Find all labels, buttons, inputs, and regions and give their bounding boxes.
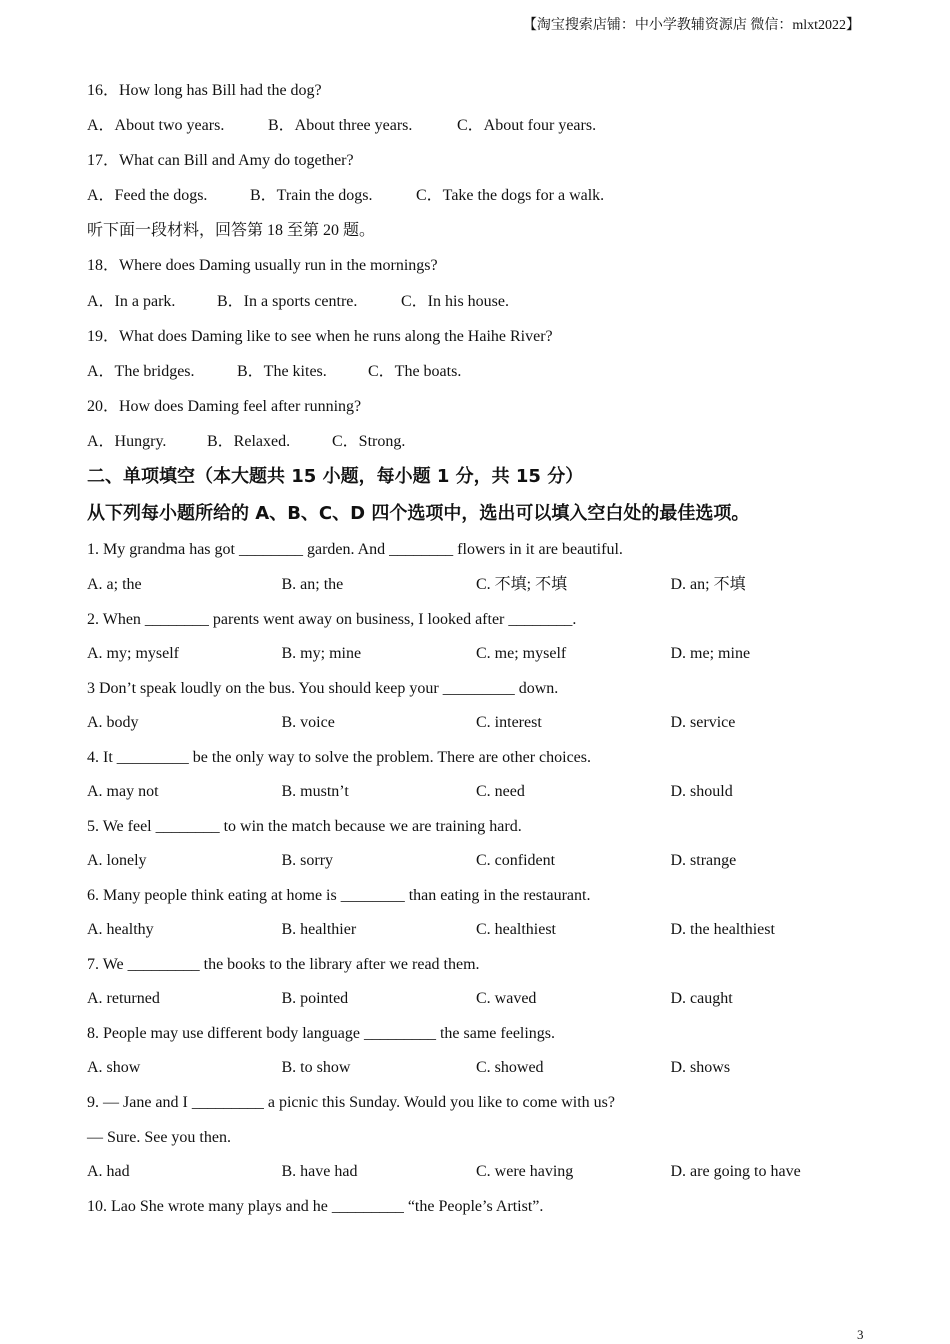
question-19-options — [87, 362, 461, 382]
option-a: A．In a park. — [87, 293, 176, 310]
option-c: C. me; myself — [476, 645, 567, 662]
option-c: C. interest — [476, 714, 542, 731]
option-d: D. service — [670, 714, 736, 731]
option-a: A. healthy — [87, 921, 154, 938]
question-17: 17．What can Bill and Amy do together? — [87, 152, 354, 169]
option-a: A. had — [87, 1163, 130, 1180]
listening-instruction: 听下面一段材料，回答第 18 至第 20 题。 — [87, 222, 376, 239]
option-b: B．Relaxed. — [207, 433, 291, 450]
question-16: 16．How long has Bill had the dog? — [87, 82, 322, 99]
mc-question-9: 9. — Jane and I _________ a picnic this Sunday. Would you like to come with us? — [87, 1094, 615, 1111]
section-title: 二、单项填空（本大题共 15 小题，每小题 1 分，共 15 分） — [87, 466, 584, 487]
mc-question-7: 7. We _________ the books to the library after we read them. — [87, 956, 480, 973]
option-b: B. voice — [281, 714, 335, 731]
option-b: B. to show — [281, 1059, 351, 1076]
option-d: D. me; mine — [670, 645, 751, 662]
option-c: C. healthiest — [476, 921, 556, 938]
option-c: C. showed — [476, 1059, 544, 1076]
mc-question-3: 3 Don’t speak loudly on the bus. You should keep your _________ down. — [87, 680, 559, 697]
mc-options-9 — [87, 1162, 865, 1182]
mc-reply-9: — Sure. See you then. — [87, 1129, 231, 1146]
option-a: A. may not — [87, 783, 159, 800]
option-a: A. body — [87, 714, 139, 731]
option-c: C. need — [476, 783, 525, 800]
option-b: B．About three years. — [268, 117, 413, 134]
question-20: 20．How does Daming feel after running? — [87, 398, 362, 415]
option-a: A．Feed the dogs. — [87, 187, 208, 204]
mc-question-6: 6. Many people think eating at home is ________ than eating in the restaurant. — [87, 887, 591, 904]
option-a: A. a; the — [87, 576, 142, 593]
mc-question-2: 2. When ________ parents went away on business, I looked after ________. — [87, 611, 577, 628]
mc-options-5 — [87, 851, 865, 871]
option-c: C. waved — [476, 990, 537, 1007]
mc-options-2 — [87, 644, 865, 664]
option-a: A. show — [87, 1059, 141, 1076]
question-17-options — [87, 186, 604, 206]
page-header: 【淘宝搜索店铺：中小学教辅资源店 微信：mlxt2022】 — [522, 18, 860, 33]
option-a: A．The bridges. — [87, 363, 195, 380]
option-c: C．In his house. — [401, 293, 510, 310]
option-c: C．Strong. — [332, 433, 406, 450]
option-b: B．The kites. — [237, 363, 327, 380]
option-c: C．About four years. — [457, 117, 597, 134]
mc-options-7 — [87, 989, 865, 1009]
option-d: D. are going to have — [670, 1163, 801, 1180]
question-16-options — [87, 116, 596, 136]
option-c: C．The boats. — [368, 363, 462, 380]
mc-options-8 — [87, 1058, 865, 1078]
option-d: D. strange — [670, 852, 737, 869]
option-c: C. were having — [476, 1163, 574, 1180]
option-c: C．Take the dogs for a walk. — [416, 187, 605, 204]
mc-question-8: 8. People may use different body language _________ the same feelings. — [87, 1025, 556, 1042]
option-b: B. have had — [281, 1163, 358, 1180]
option-d: D. the healthiest — [670, 921, 775, 938]
mc-options-6 — [87, 920, 865, 940]
option-c: C. confident — [476, 852, 556, 869]
mc-options-3 — [87, 713, 865, 733]
question-18: 18．Where does Daming usually run in the mornings? — [87, 257, 438, 274]
option-b: B. an; the — [281, 576, 344, 593]
mc-question-1: 1. My grandma has got ________ garden. And ________ flowers in it are beautiful. — [87, 541, 623, 558]
option-d: D. an; 不填 — [670, 576, 746, 593]
option-b: B. healthier — [281, 921, 357, 938]
option-d: D. should — [670, 783, 733, 800]
mc-question-4: 4. It _________ be the only way to solve the problem. There are other choices. — [87, 749, 592, 766]
mc-question-10: 10. Lao She wrote many plays and he _________ “the People’s Artist”. — [87, 1198, 544, 1215]
mc-question-5: 5. We feel ________ to win the match because we are training hard. — [87, 818, 522, 835]
option-a: A．Hungry. — [87, 433, 167, 450]
section-instruction: 从下列每小题所给的 A、B、C、D 四个选项中，选出可以填入空白处的最佳选项。 — [87, 503, 750, 524]
option-b: B. pointed — [281, 990, 349, 1007]
option-a: A. lonely — [87, 852, 147, 869]
option-d: D. caught — [670, 990, 733, 1007]
option-b: B. my; mine — [281, 645, 362, 662]
option-b: B．In a sports centre. — [217, 293, 358, 310]
question-20-options — [87, 432, 405, 452]
option-b: B. mustn’t — [281, 783, 349, 800]
option-b: B. sorry — [281, 852, 334, 869]
option-a: A. returned — [87, 990, 160, 1007]
question-19: 19．What does Daming like to see when he runs along the Haihe River? — [87, 328, 553, 345]
page-number: 3 — [857, 1327, 864, 1342]
option-c: C. 不填; 不填 — [476, 576, 568, 593]
mc-options-4 — [87, 782, 865, 802]
mc-options-1 — [87, 575, 865, 595]
option-a: A．About two years. — [87, 117, 225, 134]
option-d: D. shows — [670, 1059, 731, 1076]
option-b: B．Train the dogs. — [250, 187, 373, 204]
question-18-options — [87, 292, 509, 312]
option-a: A. my; myself — [87, 645, 179, 662]
